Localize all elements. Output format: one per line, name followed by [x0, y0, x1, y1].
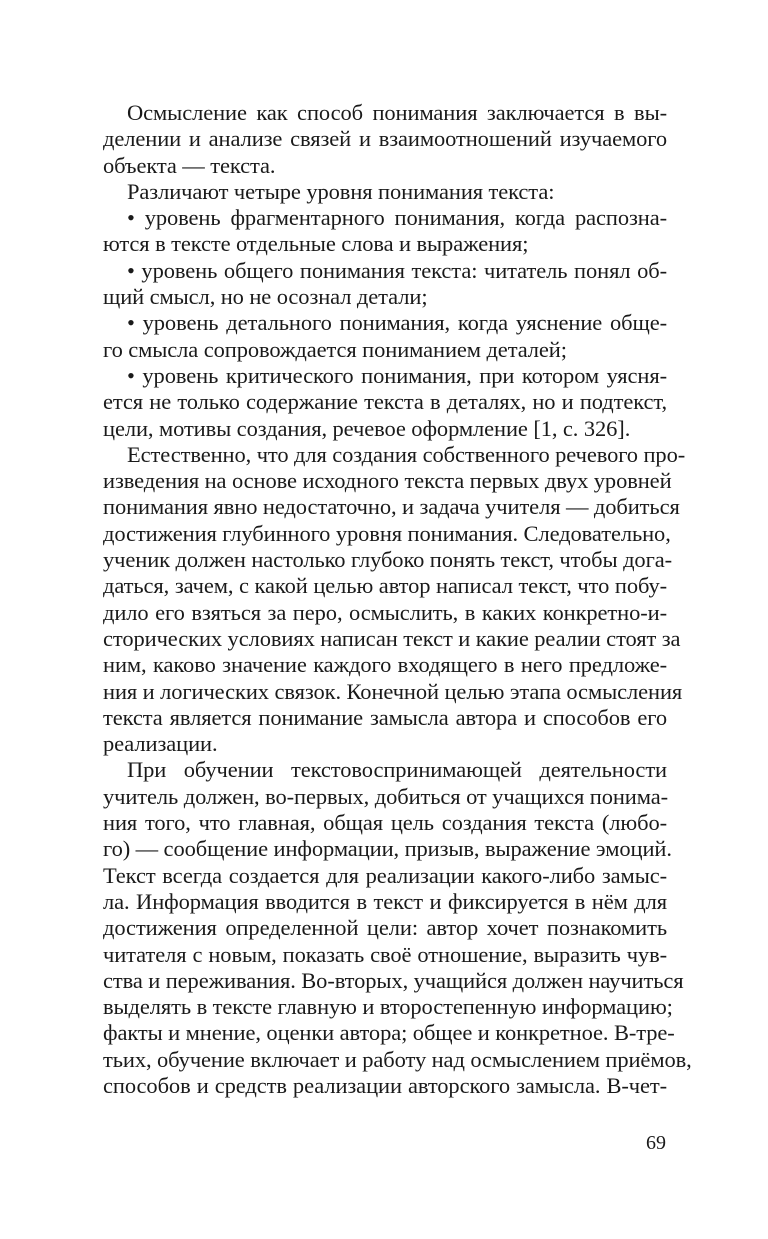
text-line: Различают четыре уровня понимания текста: — [127, 178, 555, 204]
text-line: ния и логических связок. Конечной целью этапа осмысления — [103, 678, 683, 704]
bullet-item-1 — [103, 205, 667, 258]
text-line: го смысла сопровождается пониманием деталей; — [103, 336, 567, 362]
page-body — [103, 100, 692, 1099]
text-line: Текст всегда создается для реализации какого-либо замыс- — [103, 862, 667, 888]
text-line: • уровень фрагментарного понимания, когда распозна- — [127, 205, 667, 231]
text-line: го) — сообщение информации, призыв, выражение эмоций. — [103, 836, 672, 862]
text-line: • уровень общего понимания текста: читатель понял об- — [127, 257, 667, 283]
text-line: способов и средств реализации авторского замысла. В-чет- — [103, 1072, 667, 1098]
text-line: учитель должен, во-первых, добиться от учащихся понима- — [103, 783, 668, 809]
text-line: достижения глубинного уровня понимания. Следовательно, — [103, 520, 671, 546]
text-line: факты и мнение, оценки автора; общее и конкретное. В-тре- — [103, 1020, 675, 1046]
text-line: тьих, обучение включает и работу над осмыслением приёмов, — [103, 1046, 692, 1072]
text-line: Естественно, что для создания собственного речевого про- — [127, 441, 686, 467]
text-line: щий смысл, но не осознал детали; — [103, 284, 428, 310]
text-line: цели, мотивы создания, речевое оформление [1, с. 326]. — [103, 415, 631, 441]
text-line: понимания явно недостаточно, и задача учителя — добиться — [103, 494, 680, 520]
text-line: сторических условиях написан текст и какие реалии стоят за — [103, 625, 681, 651]
text-line: изведения на основе исходного текста первых двух уровней — [103, 468, 672, 494]
paragraph-3 — [103, 441, 686, 758]
text-line: При обучении текстовоспринимающей деятельности — [127, 757, 667, 783]
bullet-item-4 — [103, 363, 667, 442]
text-line: даться, зачем, с какой целью автор написал текст, что побу- — [103, 573, 667, 599]
text-line: ния того, что главная, общая цель создания текста (любо- — [103, 810, 667, 836]
text-line: ла. Информация вводится в текст и фиксируется в нём для — [103, 888, 667, 914]
text-line: • уровень детального понимания, когда уяснение обще- — [127, 310, 667, 336]
paragraph-4 — [103, 757, 692, 1099]
text-line: ства и переживания. Во-вторых, учащийся должен научиться — [103, 967, 684, 993]
text-line: ученик должен настолько глубоко понять текст, чтобы дога- — [103, 547, 672, 573]
text-line: объекта — текста. — [103, 152, 276, 178]
text-line: выделять в тексте главную и второстепенную информацию; — [103, 994, 673, 1020]
text-line: ются в тексте отдельные слова и выражения; — [103, 231, 529, 257]
paragraph-1 — [103, 100, 667, 179]
bullet-item-3 — [103, 310, 667, 363]
page-number: 69 — [646, 1132, 666, 1154]
text-line: текста является понимание замысла автора и способов его — [103, 704, 667, 730]
bullet-item-2 — [103, 258, 667, 311]
text-line: Осмысление как способ понимания заключается в вы- — [127, 100, 667, 125]
text-line: ним, каково значение каждого входящего в него предложе- — [103, 652, 667, 678]
text-line: ется не только содержание текста в деталях, но и подтекст, — [103, 389, 667, 415]
text-line: читателя с новым, показать своё отношение, выразить чув- — [103, 941, 667, 967]
text-line: достижения определенной цели: автор хочет познакомить — [103, 915, 667, 941]
paragraph-2 — [103, 179, 667, 205]
text-line: делении и анализе связей и взаимоотношений изучаемого — [103, 126, 667, 152]
text-line: • уровень критического понимания, при котором уясня- — [127, 362, 667, 388]
text-line: дило его взяться за перо, осмыслить, в каких конкретно-и- — [103, 599, 667, 625]
text-line: реализации. — [103, 731, 218, 757]
